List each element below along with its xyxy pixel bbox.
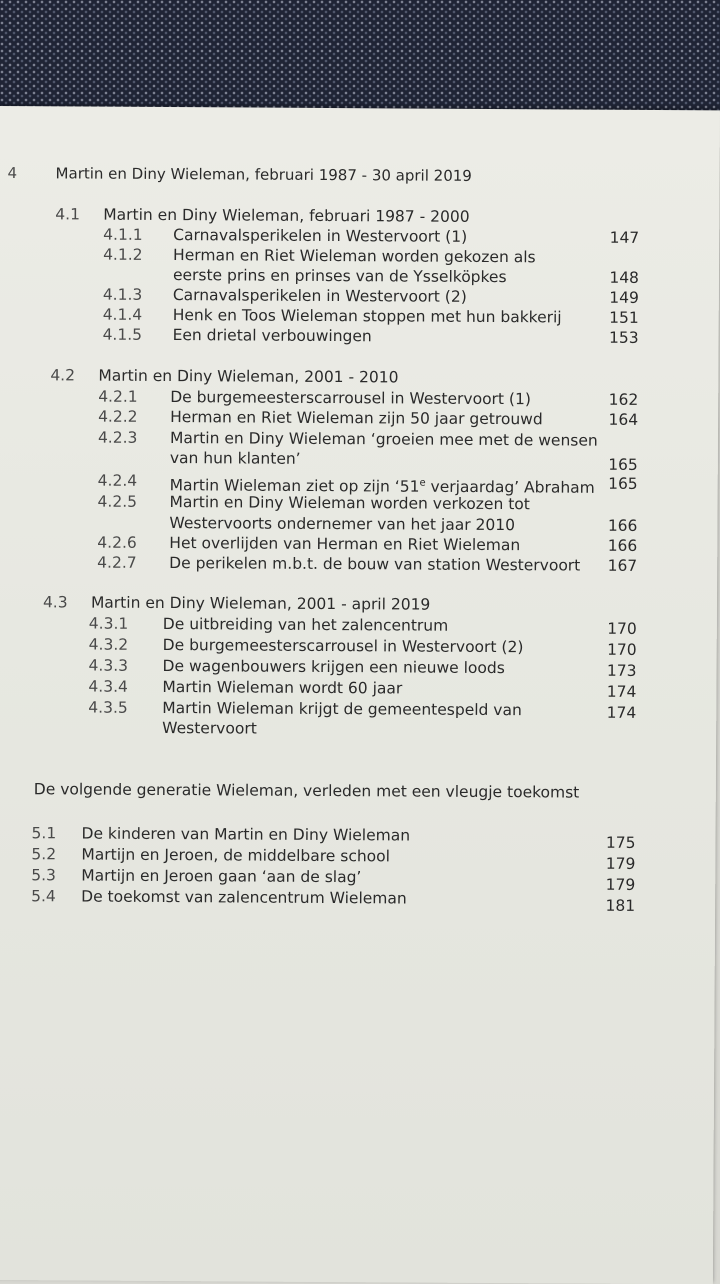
toc-number: 4.3.3	[88, 656, 129, 675]
toc-title: Een drietal verbouwingen	[172, 326, 372, 346]
toc-title: Martin en Diny Wieleman ‘groeien mee met de wensen	[169, 429, 598, 450]
toc-number: 4.2.7	[97, 553, 137, 572]
toc-number: 4.3.1	[88, 614, 129, 633]
toc-title-continued: eerste prins en prinses van de Ysselköpkes	[172, 266, 507, 287]
toc-title: Het overlijden van Herman en Riet Wieleman	[169, 534, 521, 555]
toc-page-number: 170	[607, 640, 637, 659]
toc-number: 5.2	[31, 845, 57, 864]
toc-title: Martijn en Jeroen gaan ‘aan de slag’	[81, 866, 362, 887]
toc-page-number: 153	[608, 328, 639, 347]
toc-title-part: verjaardag’ Abraham	[425, 477, 595, 497]
toc-page-number: 164	[608, 410, 639, 429]
toc-page-number: 173	[606, 661, 637, 680]
toc-title: De burgemeesterscarrousel in Westervoort (1)	[170, 388, 531, 409]
toc-number: 5.1	[31, 824, 57, 843]
toc-page-number: 179	[605, 854, 636, 873]
section-4-1-number: 4.1	[55, 205, 81, 224]
toc-page-number: 151	[609, 308, 639, 327]
toc-page-number: 148	[609, 268, 640, 287]
toc-title: Martijn en Jeroen, de middelbare school	[81, 845, 391, 866]
toc-title: De kinderen van Martin en Diny Wieleman	[81, 824, 411, 845]
section-4-3-title: Martin en Diny Wieleman, 2001 - april 2019	[90, 593, 431, 614]
toc-title: Carnavalsperikelen in Westervoort (1)	[173, 226, 468, 246]
toc-number: 4.3.5	[88, 698, 128, 717]
chapter-4-title: Martin en Diny Wieleman, februari 1987 - 30 april 2019	[55, 164, 472, 185]
toc-number: 4.1.5	[102, 325, 143, 344]
toc-number: 4.1.4	[102, 305, 143, 324]
superscript-e: e	[419, 477, 426, 489]
toc-number: 4.2.2	[98, 407, 138, 426]
toc-title: Martin Wieleman wordt 60 jaar	[162, 678, 403, 698]
toc-number: 4.1.2	[103, 245, 143, 264]
chapter-5-title: De volgende generatie Wieleman, verleden met een vleugje toekomst	[33, 780, 580, 802]
toc-page-number: 166	[607, 516, 638, 535]
toc-page-number: 181	[605, 896, 636, 915]
toc-title: Herman en Riet Wieleman zijn 50 jaar getrouwd	[170, 408, 543, 429]
toc-page-number: 174	[606, 682, 637, 701]
toc-title-continued: van hun klanten’	[169, 449, 301, 468]
toc-title: Martin en Diny Wieleman worden verkozen tot	[169, 493, 530, 514]
toc-number: 5.3	[31, 866, 57, 885]
toc-number: 4.2.4	[97, 471, 138, 490]
toc-title-continued: Westervoort	[162, 719, 257, 738]
toc-title-part: Martin Wieleman ziet op zijn ‘51	[169, 476, 420, 496]
toc-number: 4.1.1	[103, 225, 143, 244]
toc-page-number: 170	[607, 619, 637, 638]
toc-number: 4.3.4	[88, 677, 128, 696]
toc-title: De burgemeesterscarrousel in Westervoort (2)	[162, 636, 524, 657]
toc-title: Carnavalsperikelen in Westervoort (2)	[172, 286, 467, 306]
toc-number: 4.2.5	[97, 492, 138, 511]
toc-page-number: 174	[606, 703, 637, 722]
toc-number: 5.4	[31, 887, 56, 906]
toc-page-number: 175	[605, 833, 636, 852]
toc-title-continued: Westervoorts ondernemer van het jaar 2010	[169, 514, 516, 535]
toc-page-number: 162	[608, 390, 639, 409]
toc-number: 4.3.2	[88, 635, 129, 654]
toc-number: 4.2.3	[97, 428, 138, 447]
toc-number: 4.2.1	[98, 387, 138, 406]
toc-title: De wagenbouwers krijgen een nieuwe loods	[162, 657, 505, 678]
toc-page-number: 165	[608, 474, 638, 493]
toc-page-number: 147	[609, 228, 640, 247]
fabric-background	[0, 0, 720, 112]
toc-page-number: 179	[605, 875, 636, 894]
book-page	[0, 106, 720, 1284]
toc-title: Herman en Riet Wieleman worden gekozen als	[173, 246, 536, 267]
toc-page-number: 166	[607, 536, 638, 555]
toc-number: 4.2.6	[97, 533, 137, 552]
toc-page-number: 149	[609, 288, 639, 307]
toc-title: De perikelen m.b.t. de bouw van station Westervoort	[169, 554, 581, 575]
section-4-2-title: Martin en Diny Wieleman, 2001 - 2010	[98, 366, 399, 387]
toc-title: Martin Wieleman krijgt de gemeentespeld van	[162, 699, 522, 720]
toc-title: De uitbreiding van het zalencentrum	[162, 615, 449, 635]
chapter-4-number: 4	[7, 164, 18, 183]
section-4-2-number: 4.2	[50, 366, 76, 385]
section-4-1-title: Martin en Diny Wieleman, februari 1987 - 2000	[103, 205, 470, 226]
section-4-3-number: 4.3	[42, 593, 68, 612]
toc-title: De toekomst van zalencentrum Wieleman	[81, 887, 407, 908]
toc-number: 4.1.3	[102, 285, 143, 304]
toc-page-number: 165	[608, 455, 638, 474]
toc-page-number: 167	[607, 556, 638, 575]
toc-title: Henk en Toos Wieleman stoppen met hun bakkerij	[172, 306, 562, 327]
